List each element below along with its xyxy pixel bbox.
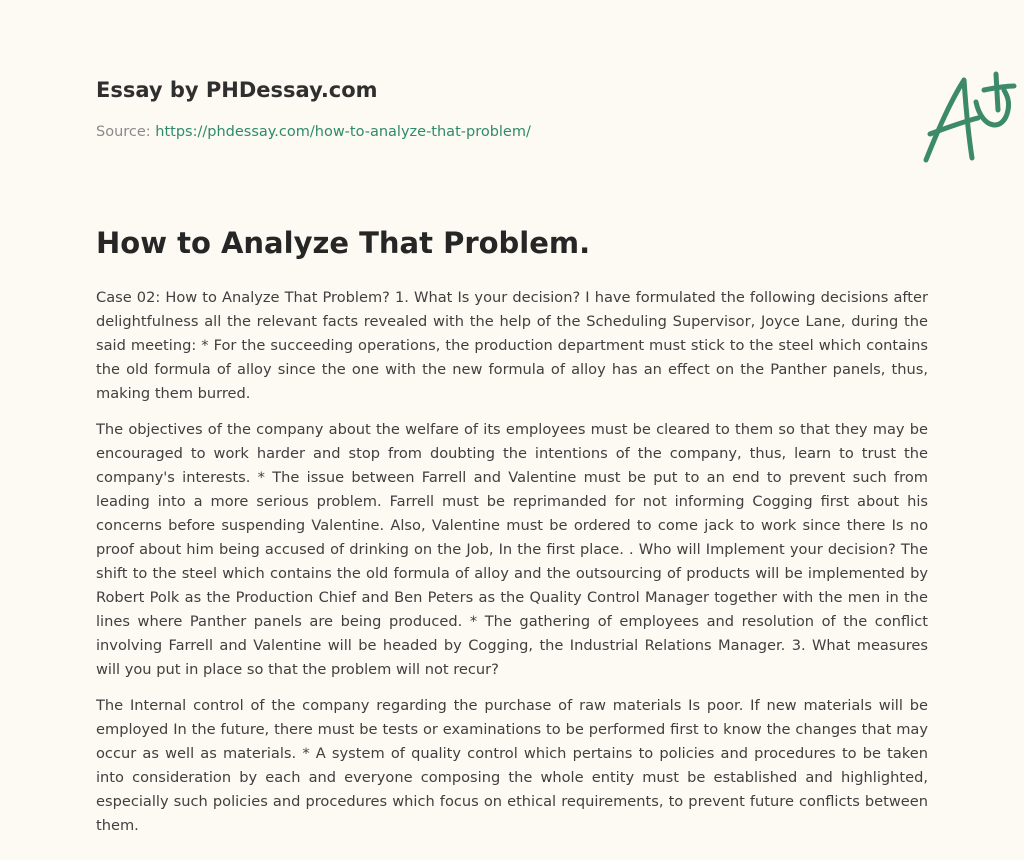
essay-paragraph: The Internal control of the company regarding the purchase of raw materials Is poor. If new materials will be employed In the future, there must be tests or examinations to be performed first to know the changes that may occur as well as materials. * A system of quality control which pertains to policies and procedures to be taken into consideration by each and everyone composing the whole entity must be established and highlighted, especially such policies and procedures which focus on ethical requirements, to prevent future conflicts between them.: [96, 697, 928, 834]
essay-paragraph: The objectives of the company about the welfare of its employees must be cleared to them so that they may be encouraged to work harder and stop from doubting the intentions of the company, thus, learn to trust the company's interests. * The issue between Farrell and Valentine must be put to an end to prevent such from leading into a more serious problem. Farrell must be reprimanded for not informing Cogging first about his concerns before suspending Valentine. Also, Valentine must be ordered to come jack to work since there Is no proof about him being accused of drinking on the Job, In the first place. . Who will Implement your decision? The shift to the steel which contains the old formula of alloy and the outsourcing of products will be implemented by Robert Polk as the Production Chief and Ben Peters as the Quality Control Manager together with the men in the lines where Panther panels are being produced. * The gathering of employees and resolution of the conflict involving Farrell and Valentine will be headed by Cogging, the Industrial Relations Manager. 3. What measures will you put in place so that the problem will not recur?: [96, 421, 928, 678]
source-label: Source:: [96, 124, 151, 140]
site-brand-title: Essay by PHDessay.com: [96, 78, 378, 102]
a-plus-grade-logo: [918, 70, 1018, 165]
essay-title: How to Analyze That Problem.: [96, 226, 591, 260]
source-line: [96, 124, 531, 140]
a-plus-logo-icon: [918, 70, 1018, 165]
essay-body: [96, 286, 928, 850]
essay-paragraph: Case 02: How to Analyze That Problem? 1. What Is your decision? I have formulated the following decisions after delightfulness all the relevant facts revealed with the help of the Scheduling Supervisor, Joyce Lane, during the said meeting: * For the succeeding operations, the production department must stick to the steel which contains the old formula of alloy since the one with the new formula of alloy has an effect on the Panther panels, thus, making them burred.: [96, 289, 928, 402]
source-link[interactable]: https://phdessay.com/how-to-analyze-that-problem/: [155, 124, 531, 140]
